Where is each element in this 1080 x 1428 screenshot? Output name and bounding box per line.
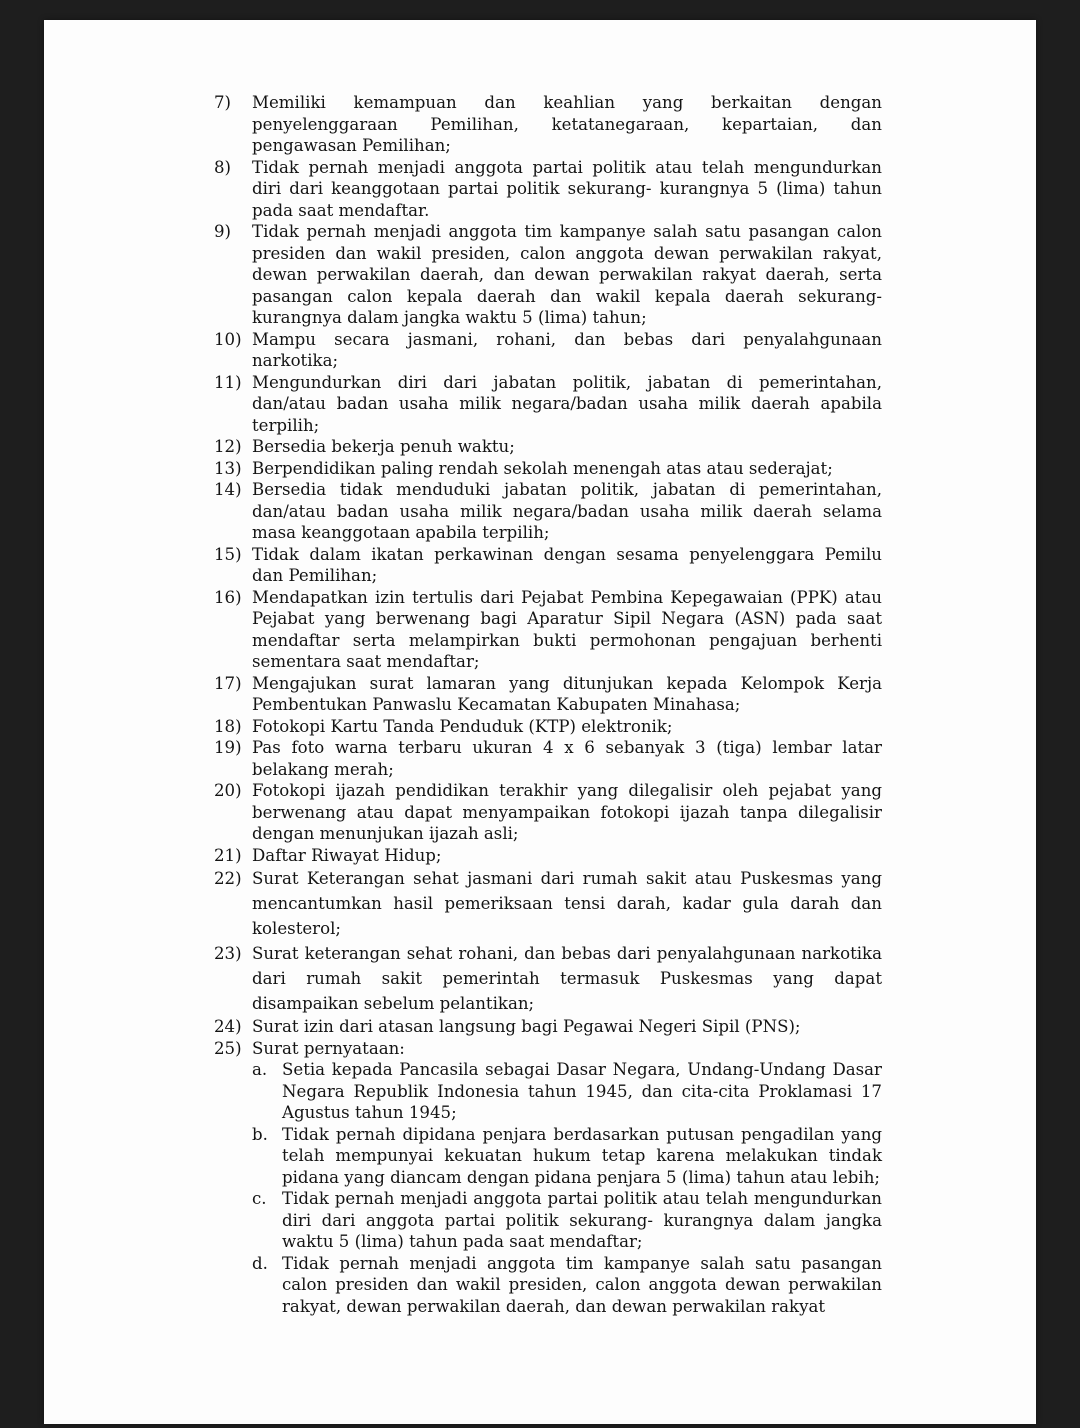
item-text: Fotokopi Kartu Tanda Penduduk (KTP) elektronik; [252,716,673,736]
item-number: 12) [214,437,242,456]
sub-text: Tidak pernah dipidana penjara berdasarkan putusan pengadilan yang telah mempunyai kekuatan hukum tetap karena melakukan tindak pidana yang diancam dengan pidana penjara 5 (lima) tahun atau lebih; [282,1124,882,1187]
list-item-24 [214,1016,882,1038]
list-item-7 [214,92,882,157]
item-number: 16) [214,587,242,607]
list-item-19 [214,737,882,780]
list-item-13 [214,458,882,480]
item-number: 13) [214,458,242,478]
sub-label: a. [252,1060,268,1079]
document-page [44,20,1036,1424]
list-item-8 [214,157,882,222]
list-item-20 [214,780,882,845]
sublist-item-c [252,1188,882,1253]
item-number: 17) [214,673,242,693]
requirements-list [214,92,882,1317]
item-text: Daftar Riwayat Hidup; [252,845,442,865]
list-item-17 [214,673,882,716]
item-text: Mengajukan surat lamaran yang ditunjukan kepada Kelompok Kerja Pembentukan Panwaslu Kecamatan Kabupaten Minahasa; [252,673,882,714]
item-text: Surat Keterangan sehat jasmani dari rumah sakit atau Puskesmas yang mencantumkan hasil pemeriksaan tensi darah, kadar gula darah dan kolesterol; [252,869,882,938]
item-text: Bersedia tidak menduduki jabatan politik, jabatan di pemerintahan, dan/atau badan usaha milik negara/badan usaha milik daerah selama masa keanggotaan apabila terpilih; [252,480,882,542]
item-number: 18) [214,716,242,736]
sublist-item-b [252,1124,882,1189]
item-text: Pas foto warna terbaru ukuran 4 x 6 sebanyak 3 (tiga) lembar latar belakang merah; [252,738,882,779]
item-number: 22) [214,869,242,888]
list-item-23 [214,941,882,1016]
item-text: Mampu secara jasmani, rohani, dan bebas dari penyalahgunaan narkotika; [252,329,882,370]
list-item-15 [214,544,882,587]
item-number: 20) [214,781,242,800]
item-number: 9) [214,222,232,241]
sub-label: d. [252,1253,268,1273]
item-number: 14) [214,480,242,499]
item-number: 7) [214,93,232,112]
list-item-9 [214,221,882,329]
list-item-10 [214,329,882,372]
item-number: 25) [214,1038,242,1058]
item-number: 8) [214,157,232,177]
sub-label: b. [252,1124,268,1144]
item-number: 23) [214,944,242,963]
list-item-12 [214,436,882,458]
sub-text: Tidak pernah menjadi anggota partai politik atau telah mengundurkan diri dari anggota partai politik sekurang- kurangnya dalam jangka waktu 5 (lima) tahun pada saat mendaftar; [282,1189,882,1251]
list-item-21 [214,845,882,867]
sublist-item-d [252,1253,882,1318]
item-text: Surat izin dari atasan langsung bagi Pegawai Negeri Sipil (PNS); [252,1017,801,1036]
item-number: 21) [214,845,242,865]
list-item-25 [214,1038,882,1318]
item-text: Memiliki kemampuan dan keahlian yang berkaitan dengan penyelenggaraan Pemilihan, ketatanegaraan, kepartaian, dan pengawasan Pemilihan; [252,93,882,155]
item-number: 24) [214,1017,242,1036]
list-item-16 [214,587,882,673]
sub-label: c. [252,1189,267,1208]
item-text: Tidak pernah menjadi anggota partai politik atau telah mengundurkan diri dari keanggotaan partai politik sekurang- kurangnya 5 (lima) tahun pada saat mendaftar. [252,157,882,220]
list-item-22 [214,866,882,941]
item-text: Mendapatkan izin tertulis dari Pejabat Pembina Kepegawaian (PPK) atau Pejabat yang berwenang bagi Aparatur Sipil Negara (ASN) pada saat mendaftar serta melampirkan bukti permohonan pengajuan berhenti sementara saat mendaftar; [252,587,882,671]
statement-sublist [252,1059,882,1317]
item-text: Surat keterangan sehat rohani, dan bebas dari penyalahgunaan narkotika dari rumah sakit pemerintah termasuk Puskesmas yang dapat disampaikan sebelum pelantikan; [252,944,882,1013]
item-text: Tidak dalam ikatan perkawinan dengan sesama penyelenggara Pemilu dan Pemilihan; [252,544,882,585]
item-text: Mengundurkan diri dari jabatan politik, jabatan di pemerintahan, dan/atau badan usaha milik negara/badan usaha milik daerah apabila terpilih; [252,372,882,435]
list-item-14 [214,479,882,544]
item-number: 15) [214,544,242,564]
item-text: Tidak pernah menjadi anggota tim kampanye salah satu pasangan calon presiden dan wakil presiden, calon anggota dewan perwakilan rakyat, dewan perwakilan daerah, dan dewan perwakilan rakyat daerah, serta pasangan calon kepala daerah dan wakil kepala daerah sekurang-kurangnya dalam jangka waktu 5 (lima) tahun; [252,222,882,327]
item-text: Berpendidikan paling rendah sekolah menengah atas atau sederajat; [252,458,833,478]
list-item-11 [214,372,882,437]
sublist-item-a [252,1059,882,1124]
item-number: 11) [214,372,242,392]
sub-text: Setia kepada Pancasila sebagai Dasar Negara, Undang-Undang Dasar Negara Republik Indonesia tahun 1945, dan cita-cita Proklamasi 17 Agustus tahun 1945; [282,1060,882,1122]
list-item-18 [214,716,882,738]
item-number: 19) [214,738,242,757]
sub-text: Tidak pernah menjadi anggota tim kampanye salah satu pasangan calon presiden dan wakil presiden, calon anggota dewan perwakilan rakyat, dewan perwakilan daerah, dan dewan perwakilan rakyat [282,1253,882,1316]
item-body [252,1038,882,1318]
item-text: Bersedia bekerja penuh waktu; [252,437,515,456]
item-text: Fotokopi ijazah pendidikan terakhir yang dilegalisir oleh pejabat yang berwenang atau dapat menyampaikan fotokopi ijazah tanpa dilegalisir dengan menunjukan ijazah asli; [252,781,882,843]
item-text: Surat pernyataan: [252,1038,405,1058]
item-number: 10) [214,329,242,349]
